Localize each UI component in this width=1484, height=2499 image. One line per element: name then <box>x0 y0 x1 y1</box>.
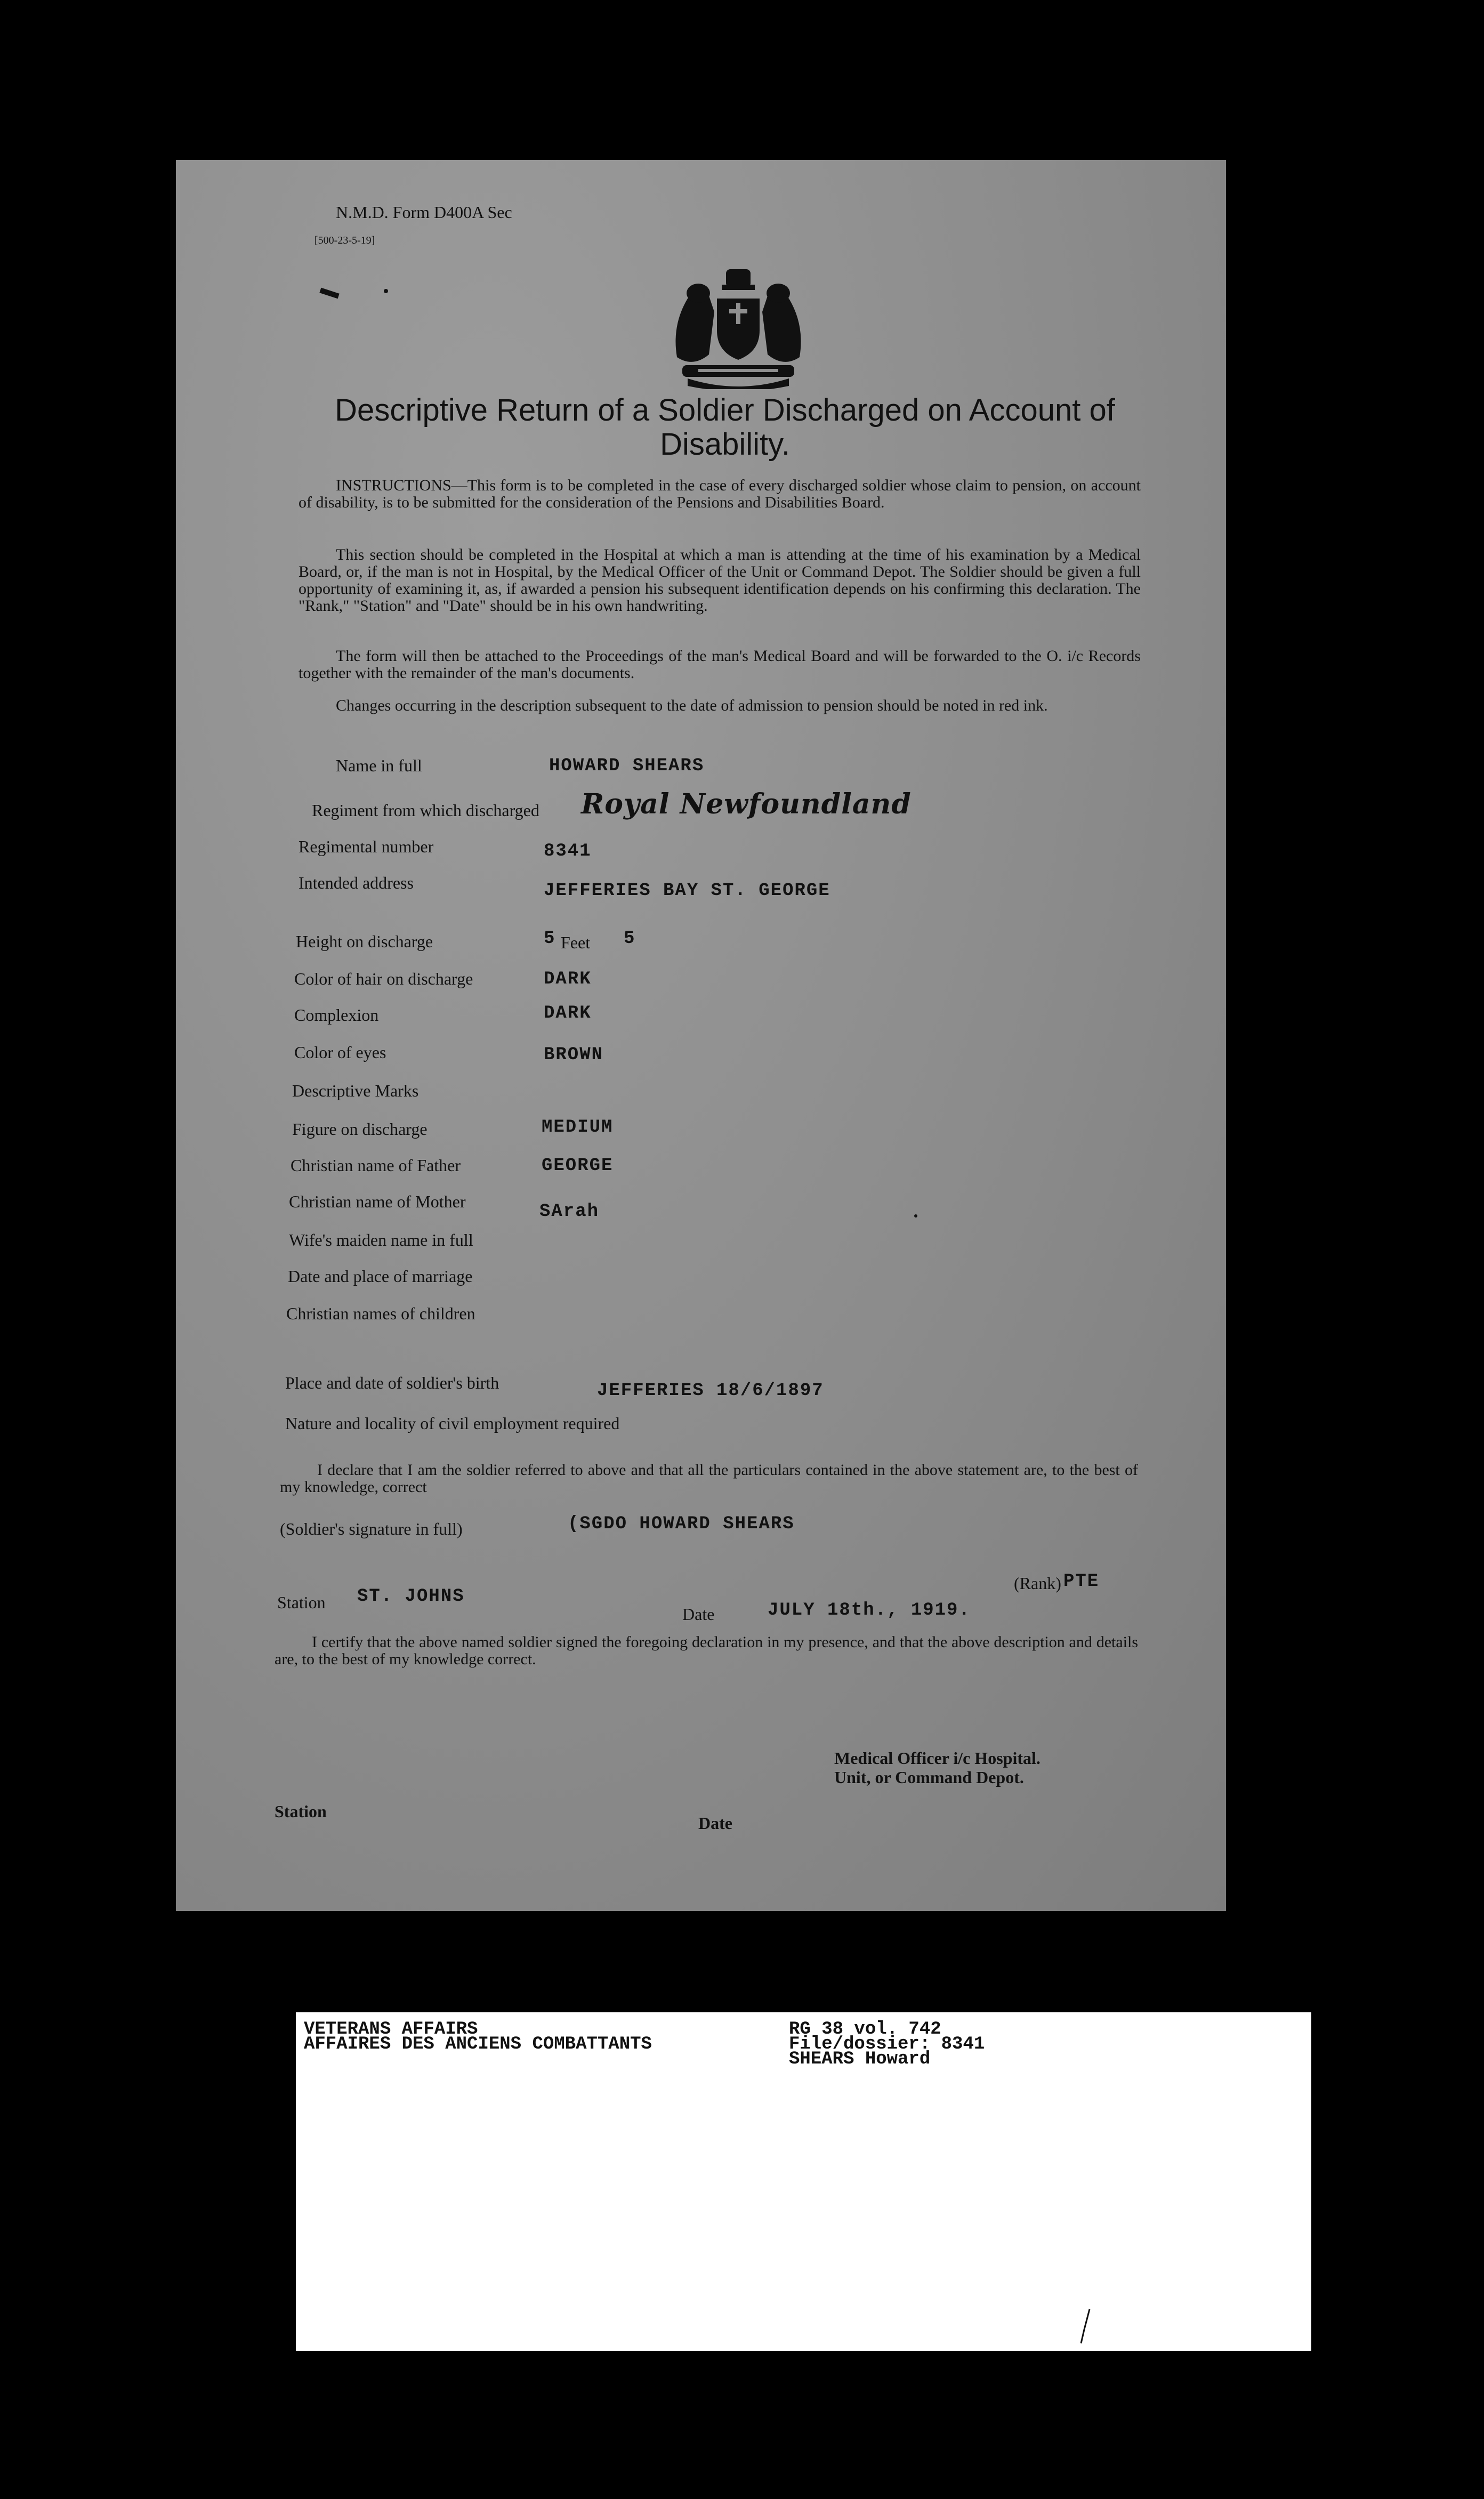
document-title: Descriptive Return of a Soldier Discharged on Account of Disability. <box>335 393 1115 462</box>
birth-value: JEFFERIES 18/6/1897 <box>597 1381 824 1401</box>
officer-line-1: Medical Officer i/c Hospital. <box>834 1748 1041 1768</box>
agency-name-fr: AFFAIRES DES ANCIENS COMBATTANTS <box>304 2034 652 2054</box>
hair-value: DARK <box>544 969 592 989</box>
certification-paragraph <box>275 1634 1138 1668</box>
pen-mark-icon <box>1077 2308 1093 2345</box>
father-label: Christian name of Father <box>291 1156 461 1175</box>
station-value: ST. JOHNS <box>357 1586 465 1607</box>
coat-of-arms-icon <box>666 267 810 389</box>
cert-station-label: Station <box>275 1802 327 1821</box>
certification-text: I certify that the above named soldier signed the foregoing declaration in my presence, and that the above description and details are, to the best of my knowledge correct. <box>275 1633 1138 1668</box>
father-value: GEORGE <box>542 1156 614 1176</box>
signature-value: (SGDO HOWARD SHEARS <box>568 1514 795 1534</box>
height-feet-label: Feet <box>561 933 591 952</box>
complexion-value: DARK <box>544 1003 592 1023</box>
regimental-number-label: Regimental number <box>299 837 434 856</box>
rank-value: PTE <box>1063 1571 1100 1592</box>
red-ink-text: Changes occurring in the description subsequent to the date of admission to pension should be noted in red ink. <box>336 697 1048 714</box>
hospital-paragraph <box>299 546 1141 615</box>
record-group: RG 38 vol. 742 <box>789 2019 941 2039</box>
address-value: JEFFERIES BAY ST. GEORGE <box>544 881 830 901</box>
regimental-number-value: 8341 <box>544 841 592 861</box>
height-feet-value: 5 <box>544 929 556 949</box>
marriage-label: Date and place of marriage <box>288 1267 473 1286</box>
officer-line-2: Unit, or Command Depot. <box>834 1768 1024 1787</box>
archive-reference-card <box>296 2012 1311 2351</box>
birth-label: Place and date of soldier's birth <box>285 1373 499 1392</box>
date-label: Date <box>682 1605 715 1624</box>
eyes-value: BROWN <box>544 1045 604 1065</box>
figure-value: MEDIUM <box>542 1117 614 1138</box>
file-number: File/dossier: 8341 <box>789 2034 985 2054</box>
declaration-paragraph <box>280 1462 1138 1496</box>
marks-label: Descriptive Marks <box>292 1081 419 1100</box>
children-label: Christian names of children <box>286 1304 475 1323</box>
red-ink-paragraph <box>299 697 1141 714</box>
surname-given-name: SHEARS Howard <box>789 2049 931 2069</box>
ink-speck <box>384 289 388 293</box>
instructions-paragraph <box>299 477 1141 511</box>
agency-name-en: VETERANS AFFAIRS <box>304 2019 478 2039</box>
document-sheet <box>176 160 1226 1911</box>
hair-label: Color of hair on discharge <box>294 969 473 988</box>
ink-speck <box>319 288 339 299</box>
records-paragraph <box>299 648 1141 682</box>
instructions-text: INSTRUCTIONS—This form is to be completed in the case of every discharged soldier whose claim to pension, on account of disability, is to be submitted for the consideration of the Pensions and Disabilities Board. <box>299 477 1141 511</box>
medical-officer-block <box>834 1748 1041 1787</box>
date-value: JULY 18th., 1919. <box>768 1600 971 1621</box>
signature-label: (Soldier's signature in full) <box>280 1519 463 1538</box>
figure-label: Figure on discharge <box>292 1119 428 1139</box>
eyes-label: Color of eyes <box>294 1043 386 1062</box>
regiment-label: Regiment from which discharged <box>312 801 539 820</box>
regiment-value: Royal Newfoundland <box>581 788 912 820</box>
name-value: HOWARD SHEARS <box>549 756 705 776</box>
rank-label: (Rank) <box>1014 1574 1061 1593</box>
ink-speck <box>914 1214 917 1218</box>
mother-value: SArah <box>539 1202 600 1222</box>
name-label: Name in full <box>336 756 422 775</box>
station-label: Station <box>277 1593 326 1612</box>
address-label: Intended address <box>299 873 414 892</box>
hospital-text: This section should be completed in the Hospital at which a man is attending at the time of his examination by a Medical Board, or, if the man is not in Hospital, by the Medical Officer of the Unit or Command Depot. The Soldier should be given a full opportunity of examining it, as, if awarded a pension his subsequent identification depends on his confirming this declaration. The "Rank," "Station" and "Date" should be in his own handwriting. <box>299 546 1141 615</box>
mother-label: Christian name of Mother <box>289 1192 466 1211</box>
wife-label: Wife's maiden name in full <box>289 1230 473 1250</box>
form-code: [500-23-5-19] <box>314 235 375 246</box>
employment-label: Nature and locality of civil employment required <box>285 1414 620 1433</box>
cert-date-label: Date <box>698 1813 732 1833</box>
form-number: N.M.D. Form D400A Sec <box>336 203 512 222</box>
height-inches-value: 5 <box>624 929 636 949</box>
records-text: The form will then be attached to the Proceedings of the man's Medical Board and will be forwarded to the O. i/c Records together with the remainder of the man's documents. <box>299 647 1141 682</box>
height-label: Height on discharge <box>296 932 433 951</box>
declaration-text: I declare that I am the soldier referred to above and that all the particulars contained in the above statement are, to the best of my knowledge, correct <box>280 1461 1138 1496</box>
complexion-label: Complexion <box>294 1005 379 1025</box>
